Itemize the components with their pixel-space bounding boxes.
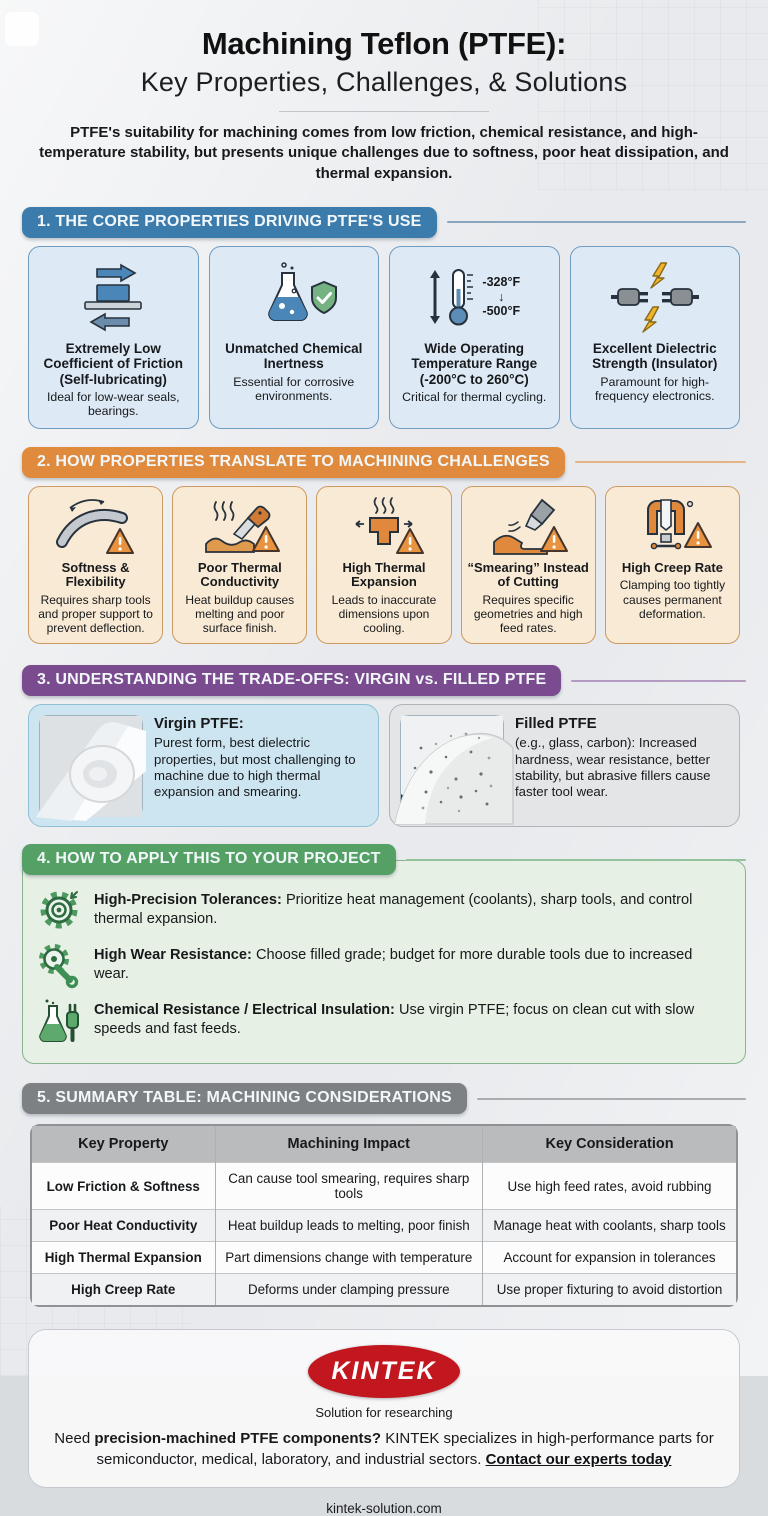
clamp-warning-icon (611, 495, 734, 557)
hot-tool-warning-icon (178, 495, 301, 557)
footer-panel (28, 1329, 740, 1487)
website-url: kintek-solution.com (326, 1500, 442, 1516)
wrench-gear-icon (37, 943, 81, 987)
summary-table-wrap (30, 1124, 738, 1307)
apply-item-precision (37, 888, 729, 932)
challenge-card-smearing (461, 486, 596, 645)
col-header-key-property: Key Property (32, 1126, 215, 1163)
footer (22, 1329, 746, 1515)
challenge-card-thermal-conductivity (172, 486, 307, 645)
section-5-pill: 5. SUMMARY TABLE: MACHINING CONSIDERATIONS (22, 1083, 467, 1114)
section-2-pill: 2. HOW PROPERTIES TRANSLATE TO MACHINING CHALLENGES (22, 447, 565, 478)
virgin-ptfe-text (154, 715, 368, 816)
section-3-pill: 3. UNDERSTANDING THE TRADE-OFFS: VIRGIN vs. FILLED PTFE (22, 665, 561, 696)
apply-item-wear (37, 943, 729, 987)
card-desc: Leads to inaccurate dimensions upon cooling. (331, 592, 437, 636)
card-desc: Paramount for high-frequency electronics. (594, 374, 715, 403)
card-title: Softness & Flexibility (61, 559, 130, 590)
challenge-card-thermal-expansion (316, 486, 451, 645)
tradeoff-panels (28, 704, 740, 827)
summary-table (32, 1126, 736, 1305)
card-title: Extremely Low Coefficient of Friction (Self-lubricating) (43, 340, 183, 387)
filled-ptfe-text (515, 715, 729, 816)
section-summary-table (22, 1083, 746, 1307)
temp-high: -328°F (482, 275, 521, 290)
virgin-ptfe-panel (28, 704, 379, 827)
card-title: Poor Thermal Conductivity (197, 559, 282, 590)
page-title: Machining Teflon (PTFE): (201, 26, 567, 61)
page-subtitle: Key Properties, Challenges, & Solutions (140, 67, 628, 97)
kintek-logo: KINTEK (308, 1345, 460, 1398)
apply-text: Chemical Resistance / Electrical Insulation: Use virgin PTFE; focus on clean cut with slow speeds and fast feeds. (94, 1002, 695, 1038)
panel-desc: Purest form, best dielectric properties, but most challenging to machine due to high thermal expansion and smearing. (154, 735, 356, 799)
apply-label: High Wear Resistance: (94, 947, 252, 964)
flask-plug-icon (37, 998, 81, 1046)
table-header-row (32, 1126, 736, 1163)
down-arrow-icon: ↓ (498, 289, 505, 304)
title-divider (279, 111, 489, 112)
challenge-card-softness (28, 486, 163, 645)
target-gear-icon (37, 888, 81, 932)
property-card-temperature-range (389, 246, 560, 429)
section-5-header (22, 1083, 746, 1114)
section-machining-challenges (22, 447, 746, 645)
card-desc: Critical for thermal cycling. (402, 389, 547, 404)
filled-ptfe-photo (400, 715, 504, 816)
apply-label: High-Precision Tolerances: (94, 892, 282, 909)
section-rule (447, 221, 746, 223)
flex-bar-warning-icon (34, 495, 157, 557)
apply-text: High-Precision Tolerances: Prioritize heat management (coolants), sharp tools, and control thermal expansion. (94, 892, 693, 928)
panel-title: Filled PTFE (515, 715, 597, 733)
apply-item-chemical-electrical (37, 998, 729, 1046)
card-desc: Ideal for low-wear seals, bearings. (46, 389, 180, 419)
section-3-header (22, 665, 746, 696)
col-header-machining-impact: Machining Impact (215, 1126, 483, 1163)
card-desc: Requires specific geometries and high feed rates. (473, 592, 583, 636)
header (22, 26, 746, 184)
property-card-chemical-inertness (209, 246, 380, 429)
thermometer-range-icon (397, 257, 552, 337)
section-rule (406, 859, 746, 861)
table-row: High Creep Rate Deforms under clamping pressure Use proper fixturing to avoid distortion (32, 1274, 736, 1306)
section-4-pill: 4. HOW TO APPLY THIS TO YOUR PROJECT (22, 844, 396, 875)
smearing-tool-warning-icon (467, 495, 590, 557)
intro-text: PTFE's suitability for machining comes from low friction, chemical resistance, and high-temperature stability, but presents unique challenges due to softness, poor heat dissipation, and thermal expansion. (39, 124, 729, 182)
logo-tagline: Solution for researching (315, 1405, 453, 1421)
section-rule (477, 1098, 746, 1100)
card-desc: Clamping too tightly causes permanent deformation. (619, 578, 726, 621)
section-tradeoffs (22, 665, 746, 827)
card-desc: Essential for corrosive environments. (233, 374, 355, 403)
property-card-dielectric-strength (570, 246, 741, 429)
section-rule (575, 461, 746, 463)
section-apply (22, 844, 746, 1064)
table-row: Poor Heat Conductivity Heat buildup leads to melting, poor finish Manage heat with coolants, sharp tools (32, 1210, 736, 1242)
section-core-properties (22, 207, 746, 429)
section-1-header (22, 207, 746, 238)
plug-lightning-icon (578, 257, 733, 337)
card-title: High Thermal Expansion (342, 559, 426, 590)
filled-ptfe-panel (389, 704, 740, 827)
section-2-header (22, 447, 746, 478)
card-title: Excellent Dielectric Strength (Insulator) (592, 340, 718, 372)
apply-label: Chemical Resistance / Electrical Insulation: (94, 1002, 395, 1019)
section-rule (571, 680, 746, 682)
panel-title: Virgin PTFE: (154, 715, 244, 733)
contact-experts-link[interactable]: Contact our experts today (485, 1451, 672, 1469)
card-title: “Smearing” Instead of Cutting (467, 559, 589, 590)
card-desc: Requires sharp tools and proper support to prevent deflection. (38, 592, 153, 636)
section-1-pill: 1. THE CORE PROPERTIES DRIVING PTFE'S USE (22, 207, 437, 238)
apply-panel (22, 860, 746, 1064)
challenge-card-creep-rate (605, 486, 740, 645)
challenge-cards (28, 486, 740, 645)
temp-low: -500°F (482, 303, 521, 318)
apply-text: High Wear Resistance: Choose filled grade; budget for more durable tools due to increased wear. (94, 947, 693, 983)
temperature-range-labels (482, 275, 520, 318)
flask-shield-icon (217, 257, 372, 337)
table-row: Low Friction & Softness Can cause tool smearing, requires sharp tools Use high feed rates, avoid rubbing (32, 1163, 736, 1210)
card-title: High Creep Rate (621, 559, 723, 575)
footer-cta: Need precision-machined PTFE components? KINTEK specializes in high-performance parts for semiconductor, medical, laboratory, and industrial sectors. Contact our experts today (54, 1430, 714, 1469)
friction-arrows-icon (36, 257, 191, 337)
expansion-block-warning-icon (322, 495, 445, 557)
property-card-low-friction (28, 246, 199, 429)
card-title: Unmatched Chemical Inertness (225, 340, 363, 372)
card-desc: Heat buildup causes melting and poor surface finish. (185, 592, 295, 636)
virgin-ptfe-photo (39, 715, 143, 816)
col-header-key-consideration: Key Consideration (483, 1126, 736, 1163)
core-property-cards (28, 246, 740, 429)
card-title: Wide Operating Temperature Range (-200°C to 260°C) (411, 340, 538, 387)
table-row: High Thermal Expansion Part dimensions change with temperature Account for expansion in tolerances (32, 1242, 736, 1274)
panel-desc: (e.g., glass, carbon): Increased hardness, wear resistance, better stability, but abrasive fillers cause faster tool wear. (515, 735, 711, 799)
section-4-header (22, 844, 746, 875)
